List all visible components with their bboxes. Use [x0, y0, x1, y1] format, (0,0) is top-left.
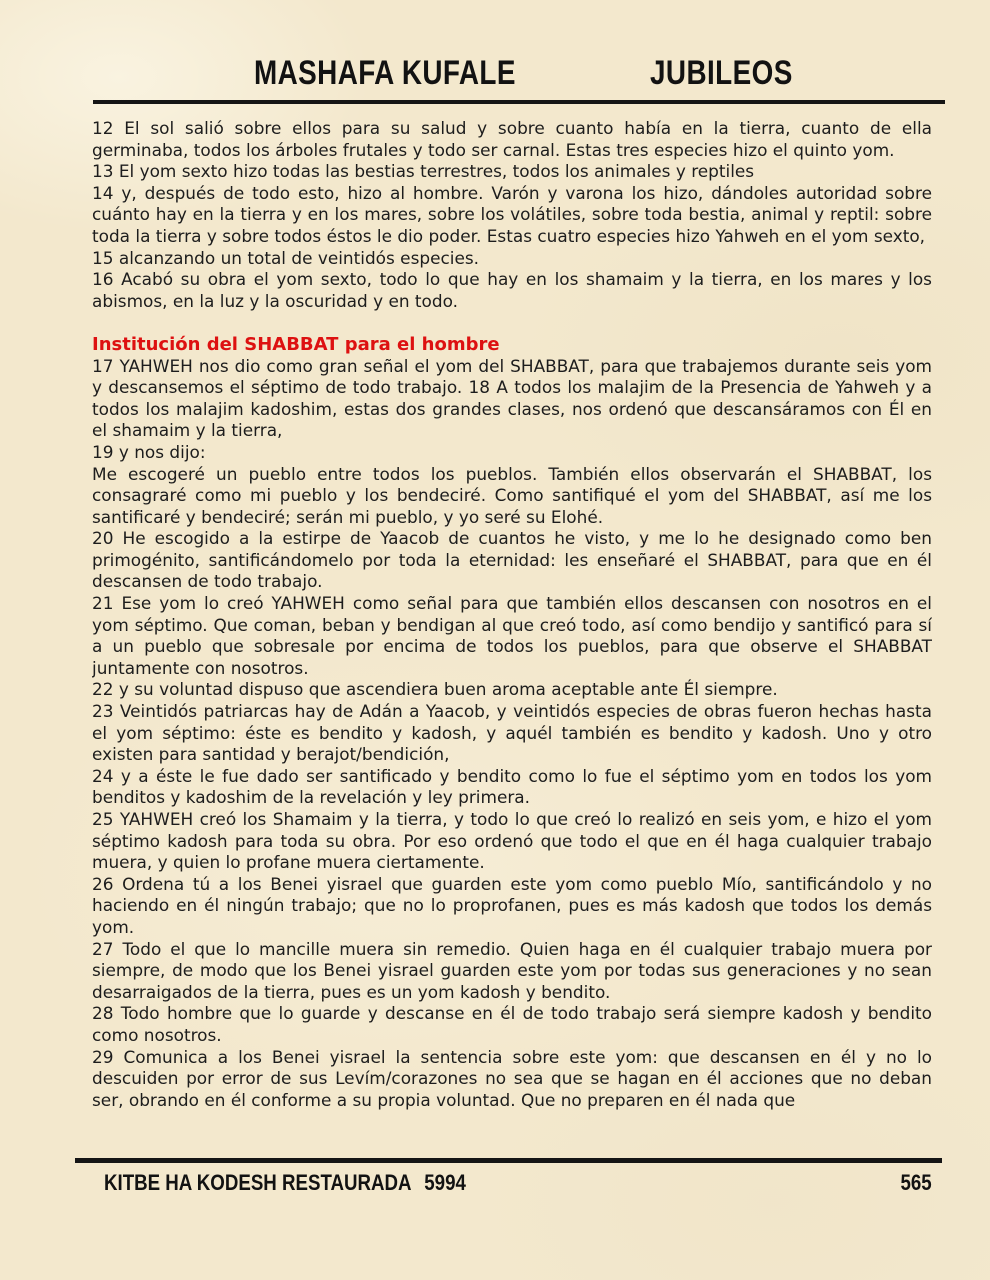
- footer-year: 5994: [424, 1170, 466, 1195]
- paragraph: 25 YAHWEH creó los Shamaim y la tierra, y todo lo que creó lo realizó en seis yom, e hizo el yom séptimo kadosh para toda su obra. Por eso ordenó que todo el que en él haga cualquier trabajo muera, y quien lo profane muera ciertamente.: [92, 809, 932, 873]
- page-body: [92, 118, 932, 1158]
- paragraph: 20 He escogido a la estirpe de Yaacob de cuantos he visto, y me lo he designado como ben primogénito, santificándomelo por toda la eternidad: les enseñaré el SHABBAT, para que en él descansen de todo trabajo.: [92, 528, 932, 592]
- page-number: 565: [900, 1170, 932, 1195]
- paragraph: 27 Todo el que lo mancille muera sin remedio. Quien haga en él cualquier trabajo muera por siempre, de modo que los Benei yisrael guarden este yom por todas sus generaciones y no sean desarraigados de la tierra, pues es un yom kadosh y bendito.: [92, 938, 932, 1002]
- paragraph: 29 Comunica a los Benei yisrael la sentencia sobre este yom: que descansen en él y no lo descuiden por error de sus Levím/corazones no sea que se hagan en él acciones que no deban ser, obrando en él conforme a su propia voluntad. Que no preparen en él nada que: [92, 1046, 932, 1110]
- verses-after-heading: [92, 356, 932, 1112]
- paragraph: 19 y nos dijo:: [92, 441, 206, 462]
- paragraph: 24 y a éste le fue dado ser santificado y bendito como lo fue el séptimo yom en todos los yom benditos y kadoshim de la revelación y ley primera.: [92, 765, 932, 808]
- paragraph: 15 alcanzando un total de veintidós especies.: [92, 247, 480, 268]
- paragraph: 28 Todo hombre que lo guarde y descanse en él de todo trabajo será siempre kadosh y bendito como nosotros.: [92, 1003, 932, 1045]
- header-title-right: JUBILEOS: [650, 54, 793, 92]
- paragraph: 21 Ese yom lo creó YAHWEH como señal para que también ellos descansen con nosotros en el yom séptimo. Que coman, beban y bendigan al que creó todo, así como bendijo y santificó para sí a un pueblo que sobresale por encima de todos los pueblos, para que observe el SHABBAT juntamente con nosotros.: [92, 593, 932, 678]
- page-footer: [104, 1171, 932, 1195]
- paragraph: 22 y su voluntad dispuso que ascendiera buen aroma aceptable ante Él siempre.: [92, 679, 778, 700]
- footer-book-title: [104, 1171, 466, 1195]
- paragraph: 14 y, después de todo esto, hizo al hombre. Varón y varona los hizo, dándoles autoridad sobre cuánto hay en la tierra y en los mares, sobre los volátiles, sobre toda bestia, animal y reptil: sobre toda la tierra y sobre todos éstos le dio poder. Estas cuatro especies hizo Yahweh en el yom sexto,: [92, 182, 932, 246]
- paragraph: 16 Acabó su obra el yom sexto, todo lo que hay en los shamaim y la tierra, en los mares y los abismos, en la luz y la oscuridad y en todo.: [92, 269, 932, 311]
- paragraph: 12 El sol salió sobre ellos para su salud y sobre cuanto había en la tierra, cuanto de ella germinaba, todos los árboles frutales y todo ser carnal. Estas tres especies hizo el quinto yom.: [92, 118, 932, 160]
- paragraph: 26 Ordena tú a los Benei yisrael que guarden este yom como pueblo Mío, santificándolo y no haciendo en él ningún trabajo; que no lo proprofanen, pues es más kadosh que todos los demás yom.: [92, 873, 932, 937]
- header-title-left: MASHAFA KUFALE: [254, 54, 516, 92]
- footer-title-text: KITBE HA KODESH RESTAURADA: [104, 1170, 412, 1195]
- paragraph: 23 Veintidós patriarcas hay de Adán a Yaacob, y veintidós especies de obras fueron hechas hasta el yom séptimo: éste es bendito y kadosh, y aquél también es bendito y kadosh. Uno y otro existen para santidad y berajot/bendición,: [92, 701, 932, 765]
- footer-rule: [75, 1158, 942, 1163]
- verses-before-heading: [92, 118, 932, 312]
- header-rule: [93, 100, 945, 104]
- paragraph: 17 YAHWEH nos dio como gran señal el yom del SHABBAT, para que trabajemos durante seis yom y descansemos el séptimo de todo trabajo. 18 A todos los malajim de la Presencia de Yahweh y a todos los malajim kadoshim, estas dos grandes clases, nos ordenó que descansáramos con Él en el shamaim y la tierra,: [92, 355, 932, 441]
- paragraph: 13 El yom sexto hizo todas las bestias terrestres, todos los animales y reptiles: [92, 161, 755, 182]
- paragraph: Me escogeré un pueblo entre todos los pueblos. También ellos observarán el SHABBAT, los consagraré como mi pueblo y los bendeciré. Como santifiqué el yom del SHABBAT, así me los santificaré y bendeciré; serán mi pueblo, y yo seré su Elohé.: [92, 463, 932, 527]
- section-heading: Institución del SHABBAT para el hombre: [92, 333, 500, 355]
